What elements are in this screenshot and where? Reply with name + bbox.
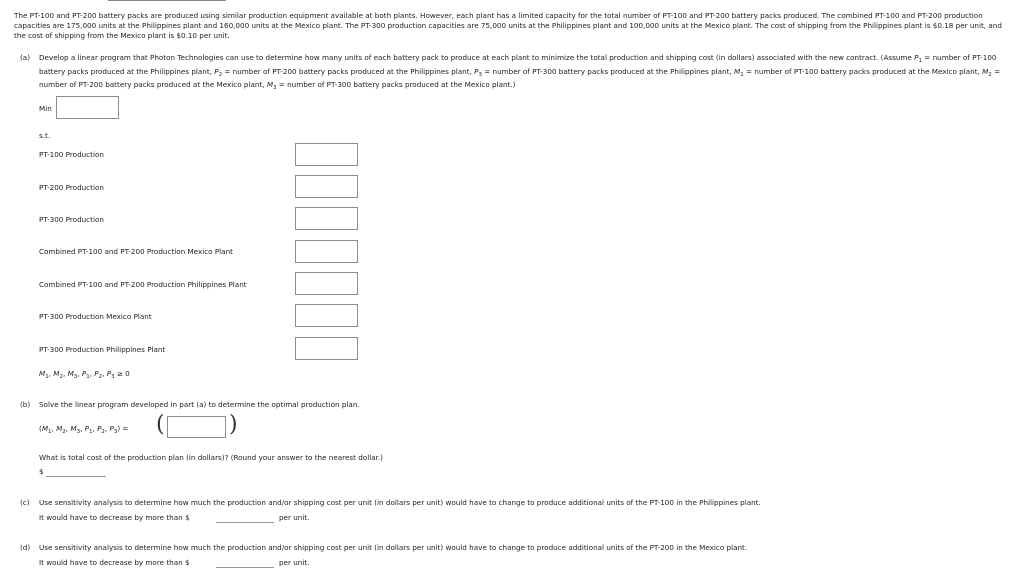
cost-dollar-sign: $ [39,467,44,476]
top-divider [108,0,226,1]
sub-2: 2 [218,71,223,78]
comma: , [51,424,57,433]
nonnegativity-constraint [39,369,130,380]
total-cost-input[interactable] [46,466,106,477]
var-m1: M [41,424,49,433]
tuple-close: ) = [117,424,129,433]
var-m3: M [70,424,77,433]
st-label: s.t. [39,131,51,140]
constraint-input-pt300-mexico[interactable] [295,304,358,327]
constraint-input-combined-mexico[interactable] [295,240,358,263]
part-d-text: Use sensitivity analysis to determine how much the production and/or shipping cost per unit (in dollars per unit) would have to change to produce additional units of the PT-200 in the Mexico plant. [39,543,748,552]
comma: , [89,369,95,378]
sub-2: 2 [101,429,105,435]
solution-tuple-input[interactable] [167,416,226,438]
var-p3: P [106,369,112,378]
comma: , [77,369,82,378]
comma: , [80,424,85,433]
eq-sign: = [743,66,755,76]
var-m3: M [266,80,274,89]
objective-input[interactable] [56,96,119,119]
var-p2: P [97,424,102,433]
var-m1: M [733,66,741,76]
part-c-prompt: It would have to decrease by more than $ [39,513,190,522]
part-a-label: (a) [20,53,31,62]
constraint-input-pt200[interactable] [295,175,358,198]
constraint-input-pt300-philippines[interactable] [295,337,358,360]
sub-3: 3 [76,429,81,435]
var-m2: M [56,424,63,433]
var-m2: M [53,369,60,378]
sub-1: 1 [86,374,90,380]
part-c-answer-input[interactable] [216,512,274,523]
sub-3: 3 [73,374,78,380]
part-a-text [39,53,1016,94]
constraint-input-pt100[interactable] [295,143,358,166]
constraint-input-pt300[interactable] [295,207,358,230]
nonneg-tail: ≥ 0 [114,369,130,378]
def-p2: number of PT-200 battery packs produced at the Philippines plant, [232,66,475,76]
eq-sign: = [222,66,233,76]
comma: , [62,369,68,378]
eq-sign: = [481,66,493,76]
sub-3: 3 [478,71,482,78]
sub-2: 2 [62,429,66,435]
comma: , [92,424,98,433]
constraint-label-pt100: PT-100 Production [39,150,104,159]
part-d-label: (d) [20,543,31,552]
var-p1: P [81,369,87,378]
part-c-text: Use sensitivity analysis to determine how much the production and/or shipping cost per unit (in dollars per unit) would have to change to produce additional units of the PT-100 in the Philippines plant. [39,498,761,507]
part-d-suffix: per unit. [279,558,310,567]
sub-1: 1 [918,58,922,64]
var-p1: P [84,424,89,433]
sub-1: 1 [45,374,49,380]
part-a-line1: Develop a linear program that Photon Technologies can use to determine how many units of each battery pack to produce at each plant to minimize the total production and shipping cost (in dollars) associated with the new contract. [39,53,879,62]
sub-1: 1 [89,429,93,435]
sub-3: 3 [113,429,118,435]
var-p2: P [94,369,99,378]
def-m1: number of PT-100 battery packs produced at the Mexico plant, [754,66,983,76]
sub-1: 1 [48,429,52,435]
tuple-open: ( [39,424,42,433]
var-m3: M [67,369,74,378]
var-m1: M [39,369,46,378]
cost-question: What is total cost of the production plan (in dollars)? (Round your answer to the nearest dollar.) [39,453,383,462]
eq-sign: = [276,80,288,89]
comma: , [102,369,107,378]
sub-1: 1 [740,71,744,78]
def-p3: number of PT-300 battery packs produced at the Philippines plant, [492,66,734,76]
min-label: Min [39,104,52,113]
part-b-label: (b) [20,400,31,409]
constraint-label-pt300-mexico: PT-300 Production Mexico Plant [39,312,152,321]
def-p1: number of PT-100 battery packs produced at the Philippines plant, [39,53,997,76]
part-b-text: Solve the linear program developed in part (a) to determine the optimal production plan. [39,400,360,409]
assume-open: (Assume [880,53,915,62]
sub-2: 2 [98,374,103,380]
constraint-label-combined-mexico: Combined PT-100 and PT-200 Production Mexico Plant [39,247,233,256]
constraint-label-pt200: PT-200 Production [39,183,104,192]
eq-sign: = [991,66,1001,76]
comma: , [65,424,71,433]
var-p2: P [214,66,219,76]
constraint-label-pt300-philippines: PT-300 Production Philippines Plant [39,345,166,354]
constraint-label-combined-philippines: Combined PT-100 and PT-200 Production Philippines Plant [39,280,247,289]
part-c-label: (c) [20,498,30,507]
def-m3: number of PT-300 battery packs produced at the Mexico plant.) [287,80,516,89]
var-p1: P [914,53,919,62]
var-p3: P [474,66,479,76]
part-c-suffix: per unit. [279,513,310,522]
var-m2: M [982,66,989,76]
comma: , [104,424,110,433]
def-m2: number of PT-200 battery packs produced at the Mexico plant, [39,80,267,89]
left-paren-icon: ( [156,412,165,437]
constraint-input-combined-philippines[interactable] [295,272,358,295]
constraint-label-pt300: PT-300 Production [39,215,104,224]
comma: , [48,369,54,378]
sub-2: 2 [59,374,63,380]
eq-sign: = [921,53,933,62]
part-d-prompt: It would have to decrease by more than $ [39,558,190,567]
part-d-answer-input[interactable] [216,557,274,568]
sub-3: 3 [273,85,277,91]
solution-tuple-label [39,424,128,435]
sub-3: 3 [111,374,115,380]
problem-intro: The PT-100 and PT-200 battery packs are produced using similar production equipment available at both plants. However, each plant has a limited capacity for the total number of PT-100 and PT-200 battery packs produced. The combined PT-100 and PT-200 production capacities are 175,000 units at the Philippines plant and 160,000 units at the Mexico plant. The PT-300 production capacities are 75,000 units at the Philippines plant and 100,000 units at the Mexico plant. The cost of shipping from the Philippines plant is $0.18 per unit, and the cost of shipping from the Mexico plant is $0.10 per unit. [14,11,1002,40]
var-p3: P [109,424,114,433]
right-paren-icon: ) [229,412,238,437]
sub-2: 2 [988,71,992,78]
